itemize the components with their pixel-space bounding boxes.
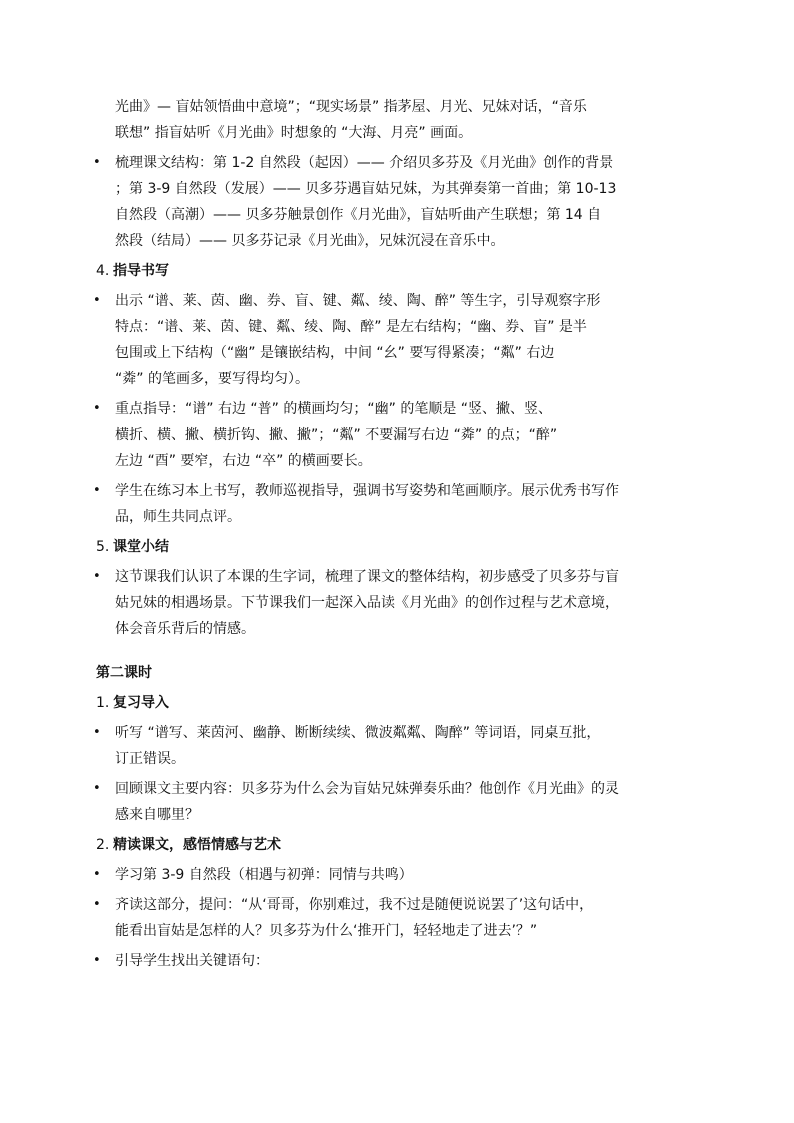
text-line: 出示 “谱、莱、茵、幽、券、盲、键、粼、绫、陶、醉” 等生字，引导观察字形 bbox=[115, 293, 601, 309]
text-line: 品，师生共同点评。 bbox=[115, 509, 241, 525]
text-line: 姑兄妹的相遇场景。下节课我们一起深入品读《月光曲》的创作过程与艺术意境， bbox=[115, 595, 619, 611]
text-line: 自然段（高潮）—— 贝多芬触景创作《月光曲》，盲姑听曲产生联想；第 14 自 bbox=[115, 207, 602, 223]
bullet-marker: • bbox=[93, 953, 101, 968]
heading-number: 2. bbox=[96, 837, 110, 853]
section-title: 第二课时 bbox=[96, 665, 152, 681]
heading-text: 精读课文，感悟情感与艺术 bbox=[113, 837, 281, 853]
bullet-marker: • bbox=[93, 781, 101, 796]
text-line: “粦” 的笔画多，要写得均匀）。 bbox=[115, 371, 309, 387]
bullet-marker: • bbox=[93, 155, 101, 170]
heading-text: 课堂小结 bbox=[113, 539, 169, 555]
text-line: 左边 “酉” 要窄，右边 “卒” 的横画要长。 bbox=[115, 453, 372, 469]
text-line: 回顾课文主要内容：贝多芬为什么会为盲姑兄妹弹奏乐曲？他创作《月光曲》的灵 bbox=[115, 781, 619, 797]
text-line: 听写 “谱写、莱茵河、幽静、断断续续、微波粼粼、陶醉” 等词语，同桌互批， bbox=[115, 725, 601, 741]
text-line: 光曲》— 盲姑领悟曲中意境”；“现实场景” 指茅屋、月光、兄妹对话，“音乐 bbox=[115, 99, 587, 115]
heading-text: 指导书写 bbox=[113, 263, 169, 279]
text-line: 联想” 指盲姑听《月光曲》时想象的 “大海、月亮” 画面。 bbox=[115, 125, 473, 141]
text-line: 横折、横、撇、横折钩、撇、撇”；“粼” 不要漏写右边 “粦” 的点；“醉” bbox=[115, 427, 558, 443]
text-line: 引导学生找出关键语句： bbox=[115, 953, 269, 969]
text-line: 学生在练习本上书写，教师巡视指导，强调书写姿势和笔画顺序。展示优秀书写作 bbox=[115, 483, 619, 499]
text-line: 能看出盲姑是怎样的人？贝多芬为什么‘推开门，轻轻地走了进去’？” bbox=[115, 923, 538, 939]
bullet-marker: • bbox=[93, 897, 101, 912]
bullet-marker: • bbox=[93, 293, 101, 308]
bullet-marker: • bbox=[93, 401, 101, 416]
heading-number: 1. bbox=[96, 695, 110, 711]
text-line: 学习第 3-9 自然段（相遇与初弹：同情与共鸣） bbox=[115, 867, 413, 883]
heading-number: 5. bbox=[96, 539, 110, 555]
text-line: 感来自哪里？ bbox=[115, 807, 199, 823]
text-line: 梳理课文结构：第 1-2 自然段（起因）—— 介绍贝多芬及《月光曲》创作的背景 bbox=[115, 155, 614, 171]
text-line: 订正错误。 bbox=[115, 751, 185, 767]
heading-number: 4. bbox=[96, 263, 110, 279]
text-line: 齐读这部分，提问：“从‘哥哥，你别难过，我不过是随便说说罢了’这句话中， bbox=[115, 897, 594, 913]
bullet-marker: • bbox=[93, 725, 101, 740]
text-line: 特点：“谱、莱、茵、键、粼、绫、陶、醉” 是左右结构；“幽、券、盲” 是半 bbox=[115, 319, 587, 335]
bullet-marker: • bbox=[93, 569, 101, 584]
text-line: 这节课我们认识了本课的生字词，梳理了课文的整体结构，初步感受了贝多芬与盲 bbox=[115, 569, 619, 585]
heading-text: 复习导入 bbox=[113, 695, 169, 711]
text-line: ；第 3-9 自然段（发展）—— 贝多芬遇盲姑兄妹，为其弹奏第一首曲；第 10-13 bbox=[115, 181, 617, 197]
text-line: 然段（结局）—— 贝多芬记录《月光曲》，兄妹沉浸在音乐中。 bbox=[115, 233, 505, 249]
text-line: 包围或上下结构（“幽” 是镶嵌结构，中间 “幺” 要写得紧凑；“粼” 右边 bbox=[115, 345, 555, 361]
bullet-marker: • bbox=[93, 483, 101, 498]
text-line: 体会音乐背后的情感。 bbox=[115, 621, 255, 637]
text-line: 重点指导：“谱” 右边 “普” 的横画均匀；“幽” 的笔顺是 “竖、撇、竖、 bbox=[115, 401, 553, 417]
bullet-marker: • bbox=[93, 867, 101, 882]
